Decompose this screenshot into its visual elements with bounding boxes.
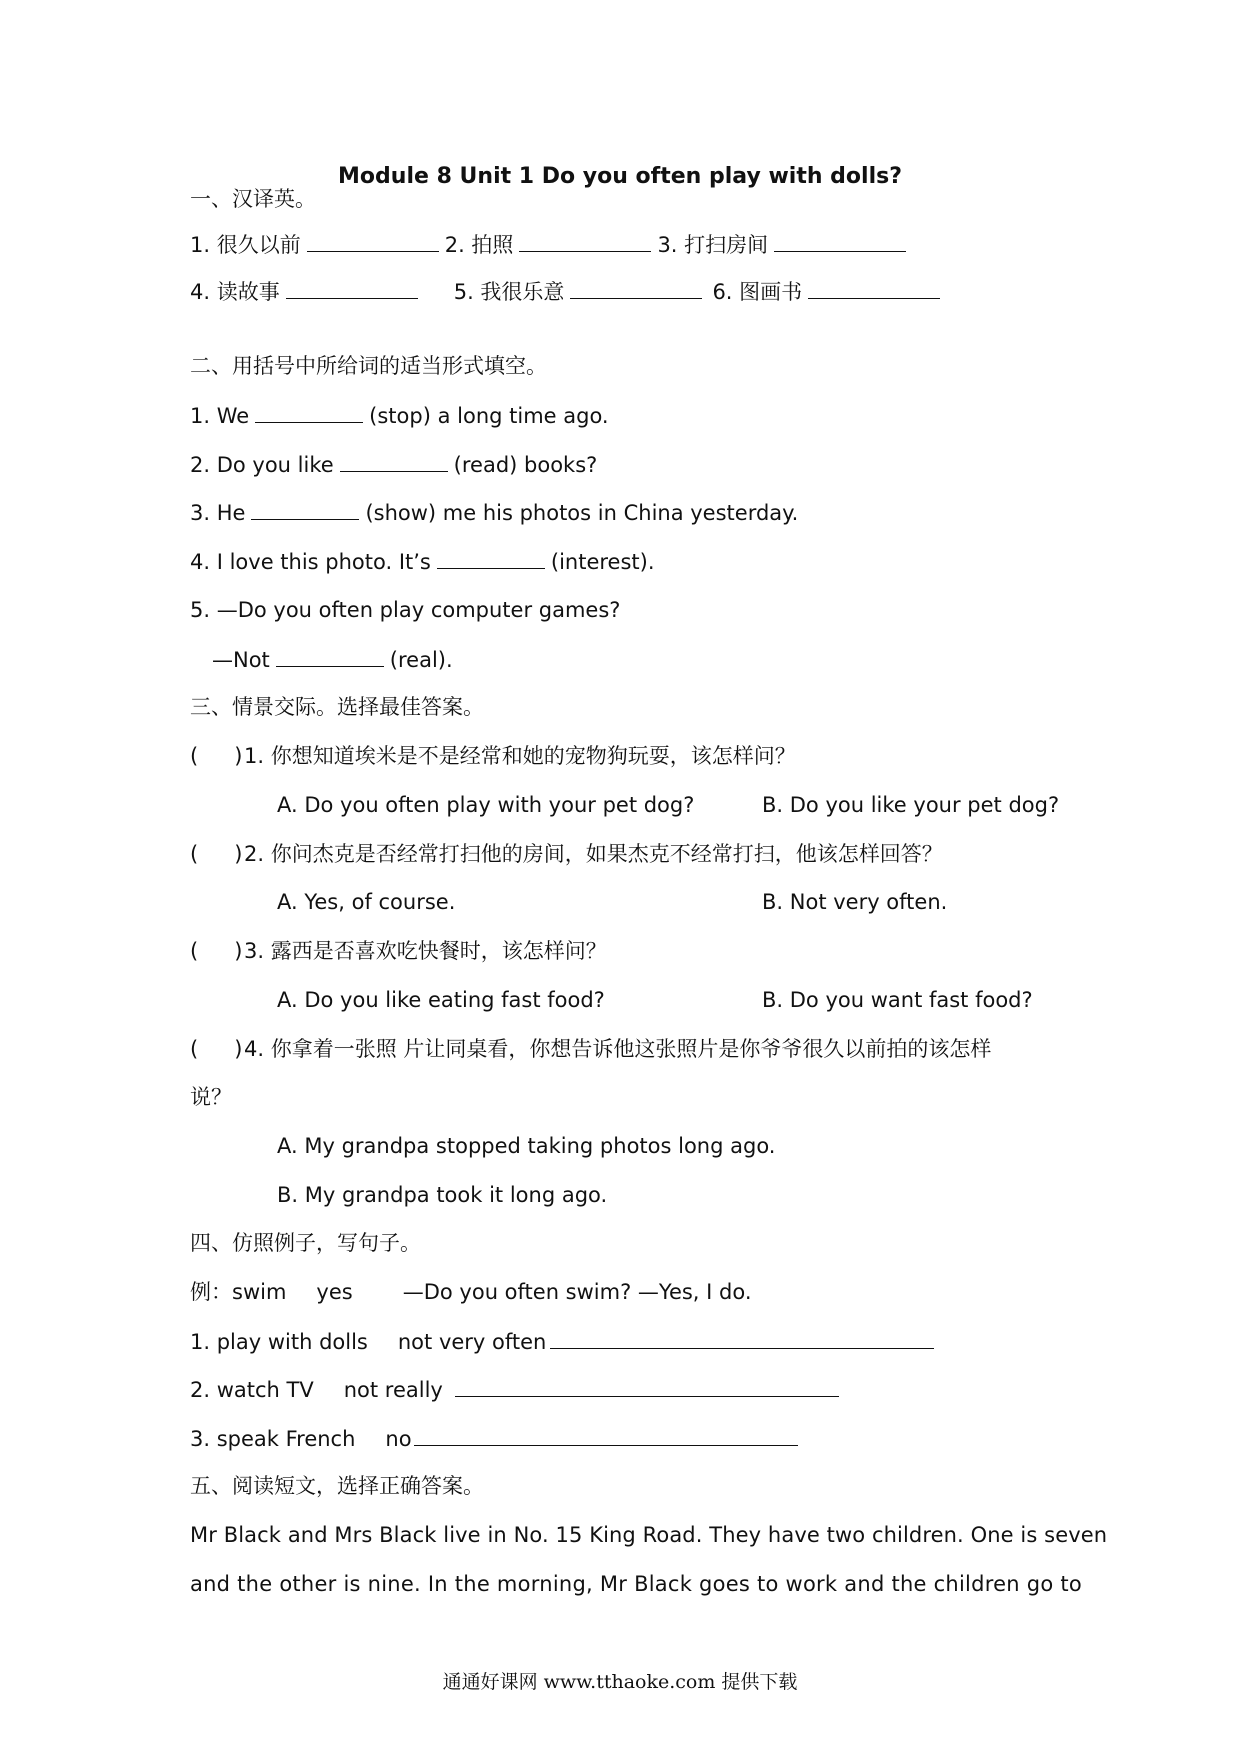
choice-question-1 [190, 741, 796, 771]
answer-blank[interactable] [808, 276, 940, 299]
answer-line[interactable] [414, 1423, 798, 1446]
section-4-heading: 四、仿照例子，写句子。 [190, 1231, 421, 1255]
item-label: 4. 读故事 [190, 280, 280, 304]
question-text: 5. —Do you often play computer games? [190, 598, 621, 622]
example-label: 例：swim [190, 1280, 287, 1304]
question-stem: 1. 你想知道埃米是不是经常和她的宠物狗玩耍，该怎样问？ [244, 744, 796, 768]
paren-close: ) [234, 939, 243, 963]
answer-blank[interactable] [340, 449, 448, 472]
fill-question-5-reply [212, 644, 453, 675]
section-1-row-1 [190, 229, 912, 260]
question-text: (read) books? [453, 453, 598, 477]
question-phrase: 2. watch TV [190, 1378, 314, 1402]
question-phrase: 1. play with dolls [190, 1330, 368, 1354]
section-1-heading: 一、汉译英。 [190, 187, 316, 211]
example-row [190, 1277, 752, 1307]
paren-open: ( [190, 939, 199, 963]
answer-paren[interactable] [190, 1034, 242, 1064]
answer-line[interactable] [455, 1374, 839, 1397]
question-text: (show) me his photos in China yesterday. [365, 501, 799, 525]
paren-close: ) [234, 744, 243, 768]
question-stem: 2. 你问杰克是否经常打扫他的房间，如果杰克不经常打扫，他该怎样回答？ [244, 842, 943, 866]
option-a: A. Do you often play with your pet dog? [277, 793, 695, 817]
reading-passage-line-1: Mr Black and Mrs Black live in No. 15 King Road. They have two children. One is seven [190, 1523, 1108, 1547]
paren-open: ( [190, 744, 199, 768]
question-stem-continued: 说？ [190, 1085, 232, 1109]
fill-question-4 [190, 546, 655, 577]
answer-blank[interactable] [774, 229, 906, 252]
question-stem: 4. 你拿着一张照 片让同桌看，你想告诉他这张照片是你爷爷很久以前拍的该怎样 [244, 1037, 992, 1061]
option-a: A. My grandpa stopped taking photos long ago. [277, 1134, 776, 1158]
answer-blank[interactable] [307, 229, 439, 252]
question-text: (stop) a long time ago. [369, 404, 609, 428]
section-3-heading: 三、情景交际。选择最佳答案。 [190, 695, 484, 719]
page-footer: 通通好课网 www.tthaoke.com 提供下载 [442, 1671, 798, 1693]
fill-question-2 [190, 449, 597, 480]
question-cue: not very often [397, 1330, 547, 1354]
answer-paren[interactable] [190, 936, 242, 966]
question-cue: no [385, 1427, 412, 1451]
answer-blank[interactable] [519, 229, 651, 252]
answer-blank[interactable] [286, 276, 418, 299]
option-b: B. Do you want fast food? [762, 988, 1033, 1012]
item-label: 1. 很久以前 [190, 233, 301, 257]
paren-close: ) [234, 842, 243, 866]
fill-question-1 [190, 400, 609, 431]
paren-close: ) [234, 1037, 243, 1061]
fill-question-3 [190, 497, 798, 528]
example-answer: —Do you often swim? —Yes, I do. [402, 1280, 752, 1304]
question-text: 2. Do you like [190, 453, 334, 477]
answer-blank[interactable] [570, 276, 702, 299]
answer-blank[interactable] [255, 400, 363, 423]
answer-paren[interactable] [190, 741, 242, 771]
section-1-row-2 [190, 276, 946, 307]
write-question-1 [190, 1326, 940, 1357]
item-label: 6. 图画书 [712, 280, 803, 304]
question-cue: not really [343, 1378, 443, 1402]
reading-passage-line-2: and the other is nine. In the morning, Mr Black goes to work and the children go to [190, 1572, 1082, 1596]
question-text: (interest). [550, 550, 655, 574]
question-text: (real). [389, 648, 453, 672]
section-2-heading: 二、用括号中所给词的适当形式填空。 [190, 354, 547, 378]
answer-blank[interactable] [276, 644, 384, 667]
option-a: A. Do you like eating fast food? [277, 988, 605, 1012]
answer-blank[interactable] [437, 546, 545, 569]
question-phrase: 3. speak French [190, 1427, 356, 1451]
item-label: 3. 打扫房间 [657, 233, 769, 257]
paren-open: ( [190, 1037, 199, 1061]
option-b: B. My grandpa took it long ago. [277, 1183, 608, 1207]
choice-question-3 [190, 936, 607, 966]
section-5-heading: 五、阅读短文，选择正确答案。 [190, 1474, 484, 1498]
write-question-3 [190, 1423, 804, 1454]
fill-question-5 [190, 595, 620, 625]
option-a: A. Yes, of course. [277, 890, 456, 914]
question-text: —Not [212, 648, 270, 672]
answer-blank[interactable] [251, 497, 359, 520]
answer-line[interactable] [550, 1326, 934, 1349]
question-text: 3. He [190, 501, 246, 525]
question-stem: 3. 露西是否喜欢吃快餐时，该怎样问？ [244, 939, 607, 963]
answer-paren[interactable] [190, 839, 242, 869]
choice-question-4 [190, 1034, 991, 1064]
choice-question-2 [190, 839, 943, 869]
item-label: 5. 我很乐意 [453, 280, 565, 304]
paren-open: ( [190, 842, 199, 866]
option-b: B. Not very often. [762, 890, 948, 914]
option-b: B. Do you like your pet dog? [762, 793, 1060, 817]
example-word: yes [316, 1280, 353, 1304]
page-title: Module 8 Unit 1 Do you often play with dolls? [338, 164, 902, 189]
write-question-2 [190, 1374, 845, 1405]
item-label: 2. 拍照 [444, 233, 514, 257]
question-text: 4. I love this photo. It’s [190, 550, 431, 574]
question-text: 1. We [190, 404, 250, 428]
